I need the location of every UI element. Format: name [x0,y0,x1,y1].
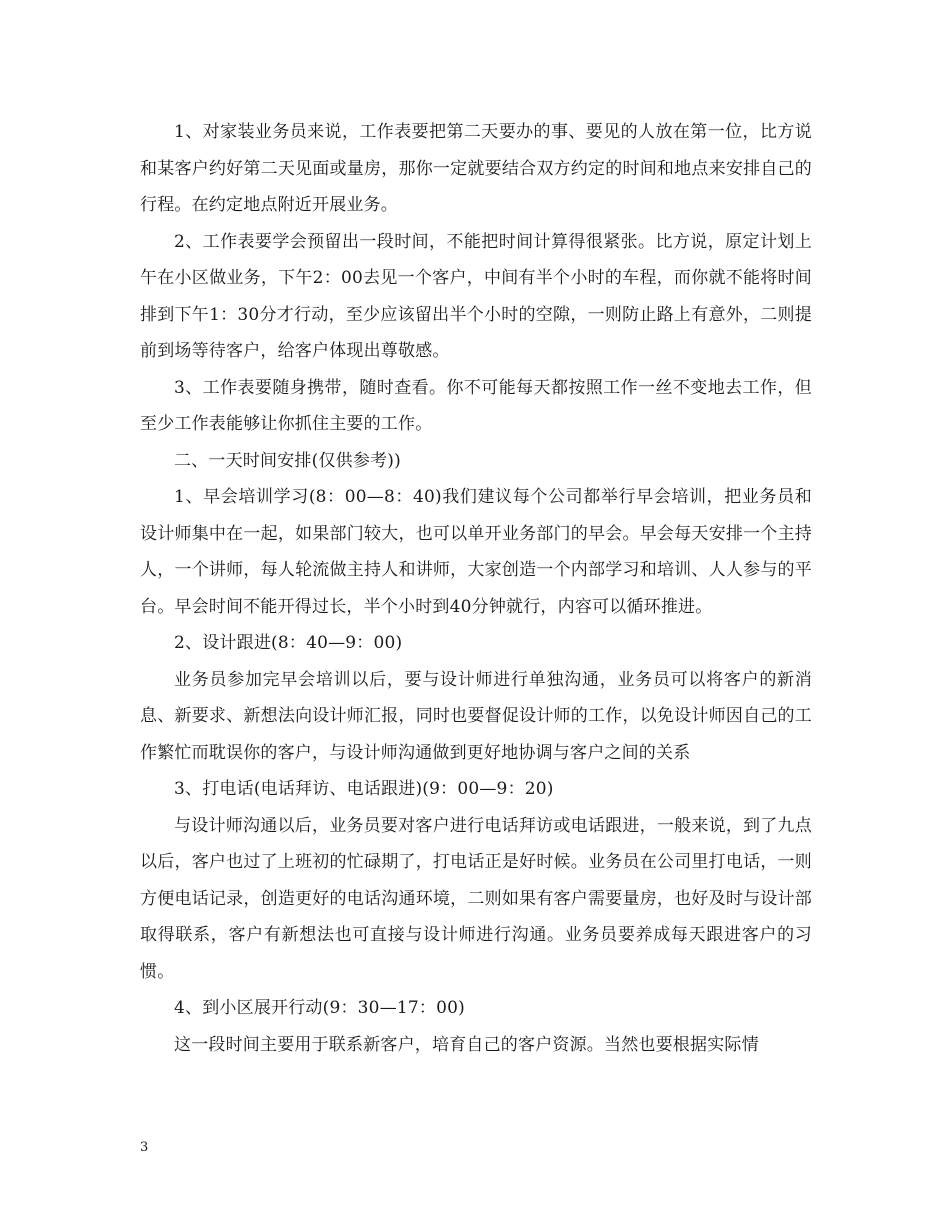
paragraph: 业务员参加完早会培训以后，要与设计师进行单独沟通，业务员可以将客户的新消息、新要求、新想法向设计师汇报，同时也要督促设计师的工作，以免设计师因自己的工作繁忙而耽误你的客户，与设计师沟通做到更好地协调与客户之间的关系 [140,669,812,763]
paragraph: 与设计师沟通以后，业务员要对客户进行电话拜访或电话跟进，一般来说，到了九点以后，客户也过了上班初的忙碌期了，打电话正是好时候。业务员在公司里打电话，一则方便电话记录，创造更好的电话沟通环境，二则如果有客户需要量房，也好及时与设计部取得联系，客户有新想法也可直接与设计师进行沟通。业务员要养成每天跟进客户的习惯。 [140,815,812,982]
section-heading: 二、一天时间安排(仅供参考)) [174,450,401,471]
paragraph: 1、早会培训学习(8：00—8：40)我们建议每个公司都举行早会培训，把业务员和设计师集中在一起，如果部门较大，也可以单开业务部门的早会。早会每天安排一个主持人，一个讲师，每人轮流做主持人和讲师，大家创造一个内部学习和培训、人人参与的平台。早会时间不能开得过长，半个小时到40分钟就行，内容可以循环推进。 [140,487,812,617]
page-number: 3 [140,1140,149,1155]
subheading: 4、到小区展开行动(9：30—17：00) [174,998,465,1018]
paragraph: 1、对家装业务员来说，工作表要把第二天要办的事、要见的人放在第一位，比方说和某客户约好第二天见面或量房，那你一定就要结合双方约定的时间和地点来安排自己的行程。在约定地点附近开展业务。 [140,122,812,215]
subheading: 2、设计跟进(8：40—9：00) [174,633,403,653]
subheading: 3、打电话(电话拜访、电话跟进)(9：00—9：20) [174,779,554,799]
paragraph: 2、工作表要学会预留出一段时间，不能把时间计算得很紧张。比方说，原定计划上午在小区做业务，下午2：00去见一个客户，中间有半个小时的车程，而你就不能将时间排到下午1：30分才行动，至少应该留出半个小时的空隙，一则防止路上有意外，二则提前到场等待客户，给客户体现出尊敬感。 [140,231,812,361]
document-body [140,114,812,1063]
paragraph: 这一段时间主要用于联系新客户，培育自己的客户资源。当然也要根据实际情 [174,1034,759,1055]
paragraph: 3、工作表要随身携带，随时查看。你不可能每天都按照工作一丝不变地去工作，但至少工作表能够让你抓住主要的工作。 [140,377,812,434]
